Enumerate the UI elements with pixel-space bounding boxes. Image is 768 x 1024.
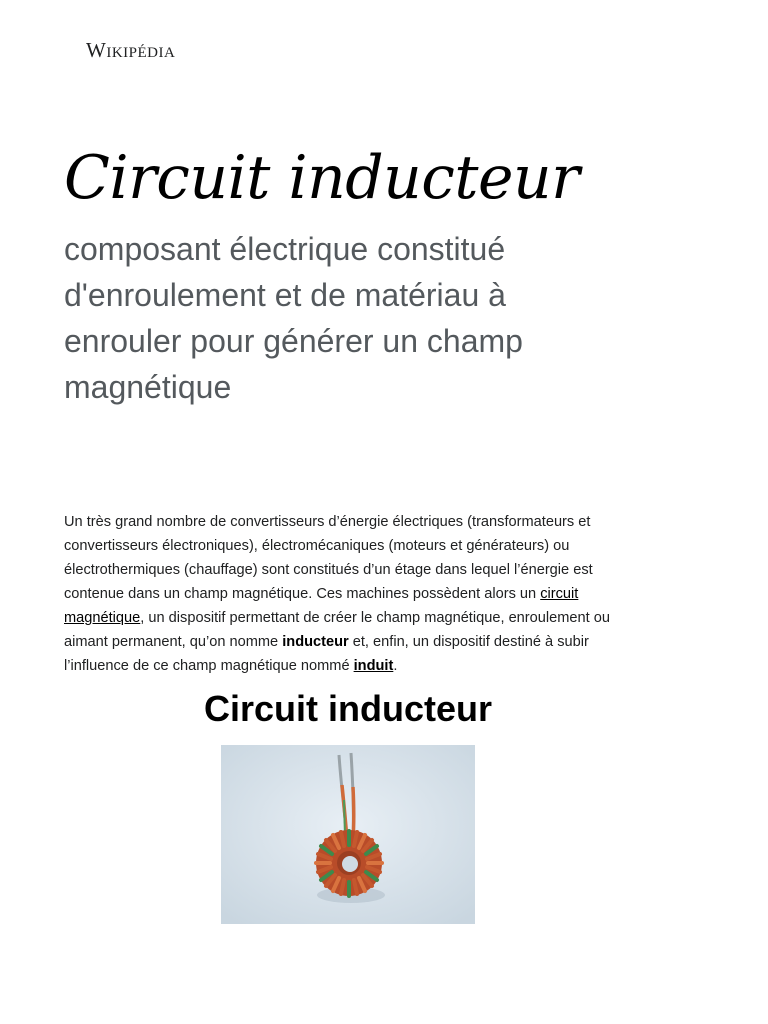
page-title: Circuit inducteur bbox=[64, 143, 580, 213]
intro-paragraph bbox=[64, 510, 639, 678]
link-induit[interactable]: induit bbox=[353, 658, 394, 674]
link-circuit-magnetique[interactable]: circuit magnétique bbox=[64, 586, 579, 626]
intro-text-4: . bbox=[393, 658, 398, 674]
infobox-image[interactable] bbox=[221, 745, 475, 924]
page-subtitle: composant électrique constitué d'enroulement et de matériau à enrouler pour générer un champ magnétique bbox=[64, 231, 523, 405]
intro-text-3: et, enfin, un dispositif destiné à subir l’influence de ce champ magnétique nommé bbox=[64, 634, 589, 674]
infobox-title: Circuit inducteur bbox=[203, 688, 493, 729]
intro-text-1: Un très grand nombre de convertisseurs d’énergie électriques (transformateurs et convertisseurs électroniques), électromécaniques (moteurs et générateurs) ou électrothermiques (chauffage) sont constitués d’un étage dans lequel l’énergie est contenue dans un champ magnétique. Ces machines possèdent alors un bbox=[64, 514, 593, 602]
bold-inducteur: inducteur bbox=[282, 634, 349, 650]
wikipedia-logo[interactable]: Wikipédia bbox=[86, 38, 176, 62]
toroidal-inductor-illustration bbox=[221, 745, 475, 924]
intro-text-2: , un dispositif permettant de créer le champ magnétique, enroulement ou aimant permanent, qu’on nomme bbox=[64, 610, 610, 650]
